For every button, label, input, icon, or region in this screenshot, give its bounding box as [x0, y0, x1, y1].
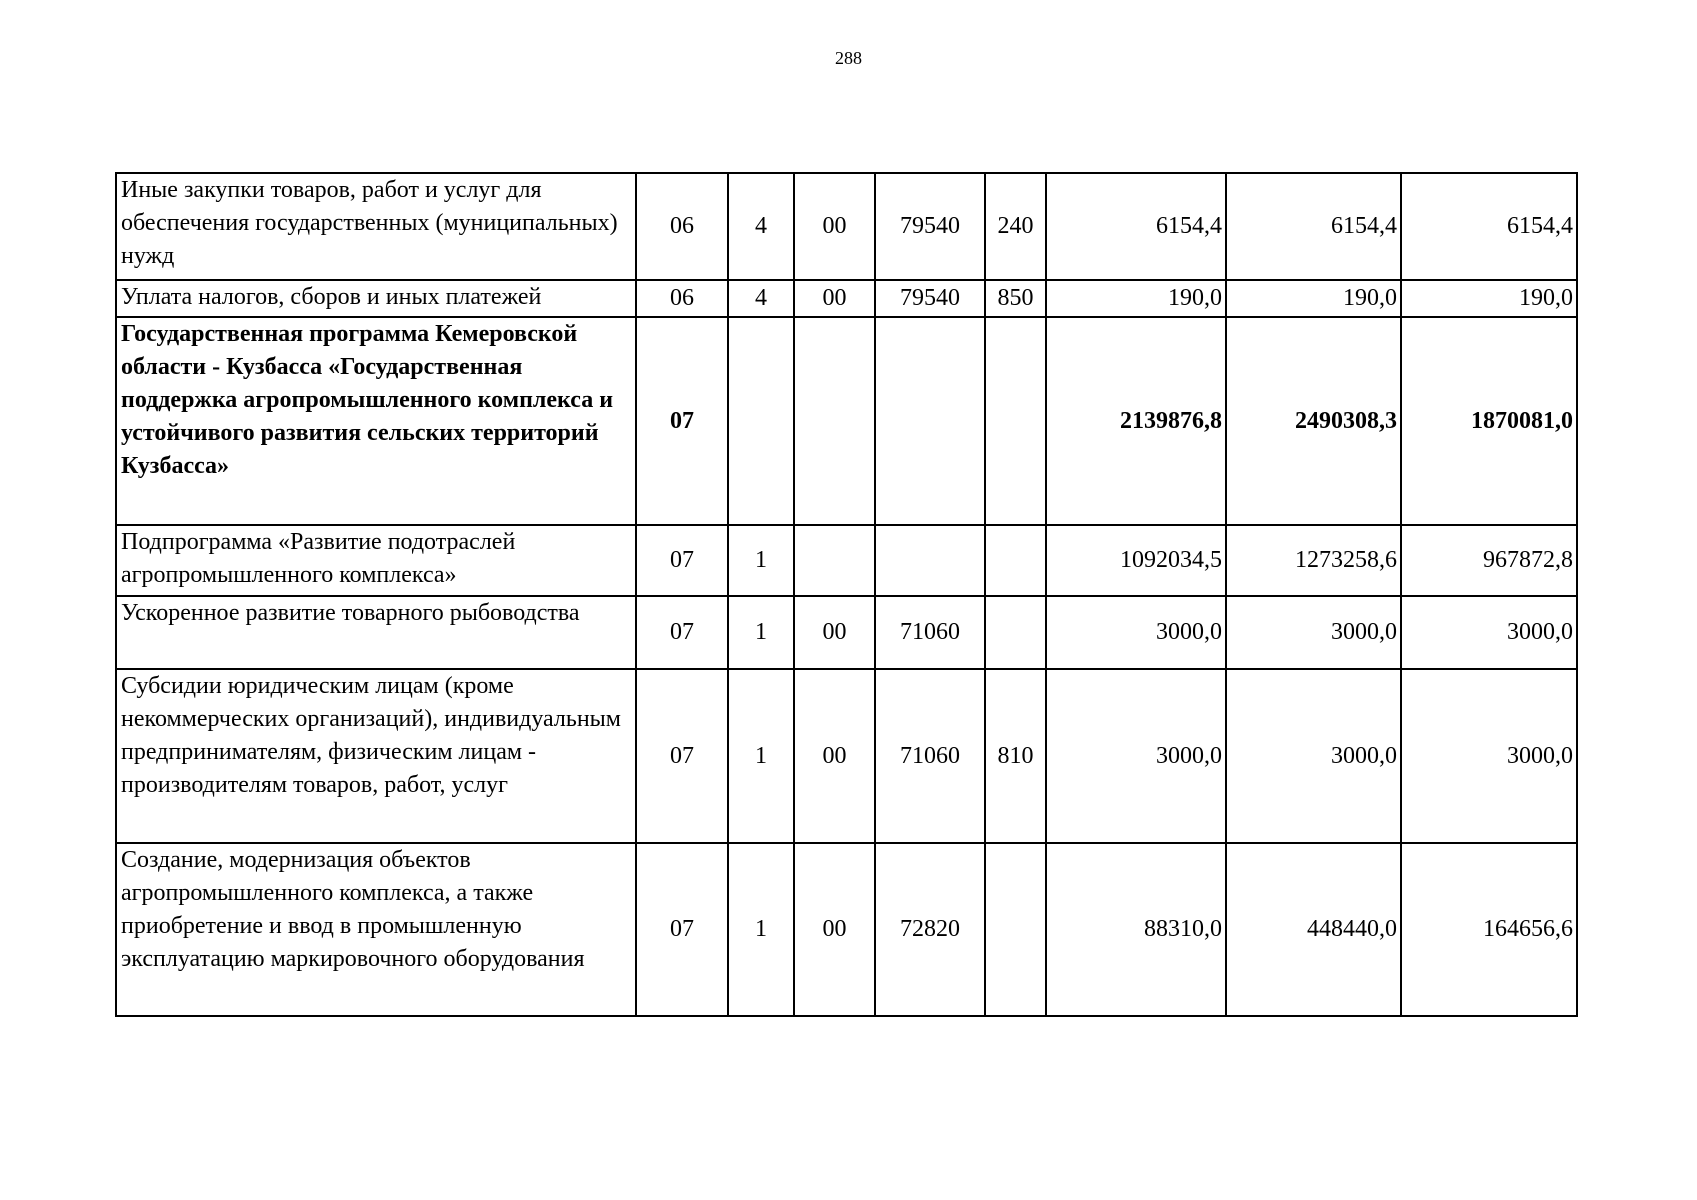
program-code: 07: [636, 669, 728, 843]
subprogram-code: 4: [728, 280, 794, 317]
expense-code: [875, 525, 985, 596]
amount-col1: 3000,0: [1046, 596, 1226, 669]
amount-col3: 164656,6: [1401, 843, 1577, 1016]
program-code: 06: [636, 280, 728, 317]
program-code: 07: [636, 525, 728, 596]
budget-table: [115, 172, 1578, 1017]
row-name: Создание, модернизация объектов агропромышленного комплекса, а также приобретение и ввод в промышленную эксплуатацию маркировочного оборудования: [116, 843, 636, 1016]
subprogram-code: 4: [728, 173, 794, 280]
program-code: 07: [636, 596, 728, 669]
expense-code: 72820: [875, 843, 985, 1016]
amount-col2: 6154,4: [1226, 173, 1401, 280]
subprogram-code: 1: [728, 843, 794, 1016]
type-code: [985, 525, 1046, 596]
amount-col2: 1273258,6: [1226, 525, 1401, 596]
expense-code: [875, 317, 985, 525]
direction-code: 00: [794, 280, 875, 317]
amount-col3: 967872,8: [1401, 525, 1577, 596]
subprogram-code: 1: [728, 596, 794, 669]
amount-col1: 6154,4: [1046, 173, 1226, 280]
program-code: 07: [636, 843, 728, 1016]
page-number: 288: [835, 48, 862, 68]
direction-code: 00: [794, 669, 875, 843]
amount-col2: 3000,0: [1226, 596, 1401, 669]
table-row: [116, 596, 1577, 669]
amount-col3: 190,0: [1401, 280, 1577, 317]
amount-col1: 3000,0: [1046, 669, 1226, 843]
program-code: 07: [636, 317, 728, 525]
table-row: [116, 317, 1577, 525]
type-code: 850: [985, 280, 1046, 317]
type-code: [985, 317, 1046, 525]
row-name: Иные закупки товаров, работ и услуг для обеспечения государственных (муниципальных) нужд: [116, 173, 636, 280]
row-name: Ускоренное развитие товарного рыбоводства: [116, 596, 636, 669]
subprogram-code: 1: [728, 669, 794, 843]
row-name: Подпрограмма «Развитие подотраслей агропромышленного комплекса»: [116, 525, 636, 596]
direction-code: [794, 317, 875, 525]
subprogram-code: 1: [728, 525, 794, 596]
amount-col2: 3000,0: [1226, 669, 1401, 843]
amount-col1: 2139876,8: [1046, 317, 1226, 525]
table-row: [116, 843, 1577, 1016]
table-row: [116, 280, 1577, 317]
type-code: [985, 843, 1046, 1016]
row-name: Субсидии юридическим лицам (кроме некоммерческих организаций), индивидуальным предпринимателям, физическим лицам - производителям товаров, работ, услуг: [116, 669, 636, 843]
amount-col3: 1870081,0: [1401, 317, 1577, 525]
expense-code: 79540: [875, 173, 985, 280]
table-row: [116, 669, 1577, 843]
amount-col1: 190,0: [1046, 280, 1226, 317]
amount-col3: 6154,4: [1401, 173, 1577, 280]
direction-code: 00: [794, 173, 875, 280]
program-code: 06: [636, 173, 728, 280]
expense-code: 79540: [875, 280, 985, 317]
row-name: Уплата налогов, сборов и иных платежей: [116, 280, 636, 317]
amount-col2: 448440,0: [1226, 843, 1401, 1016]
amount-col3: 3000,0: [1401, 596, 1577, 669]
direction-code: 00: [794, 596, 875, 669]
table-row: [116, 173, 1577, 280]
amount-col2: 2490308,3: [1226, 317, 1401, 525]
direction-code: [794, 525, 875, 596]
subprogram-code: [728, 317, 794, 525]
amount-col1: 1092034,5: [1046, 525, 1226, 596]
amount-col3: 3000,0: [1401, 669, 1577, 843]
type-code: [985, 596, 1046, 669]
type-code: 810: [985, 669, 1046, 843]
type-code: 240: [985, 173, 1046, 280]
expense-code: 71060: [875, 596, 985, 669]
direction-code: 00: [794, 843, 875, 1016]
row-name: Государственная программа Кемеровской области - Кузбасса «Государственная поддержка агропромышленного комплекса и устойчивого развития сельских территорий Кузбасса»: [116, 317, 636, 525]
amount-col1: 88310,0: [1046, 843, 1226, 1016]
amount-col2: 190,0: [1226, 280, 1401, 317]
expense-code: 71060: [875, 669, 985, 843]
table-row: [116, 525, 1577, 596]
